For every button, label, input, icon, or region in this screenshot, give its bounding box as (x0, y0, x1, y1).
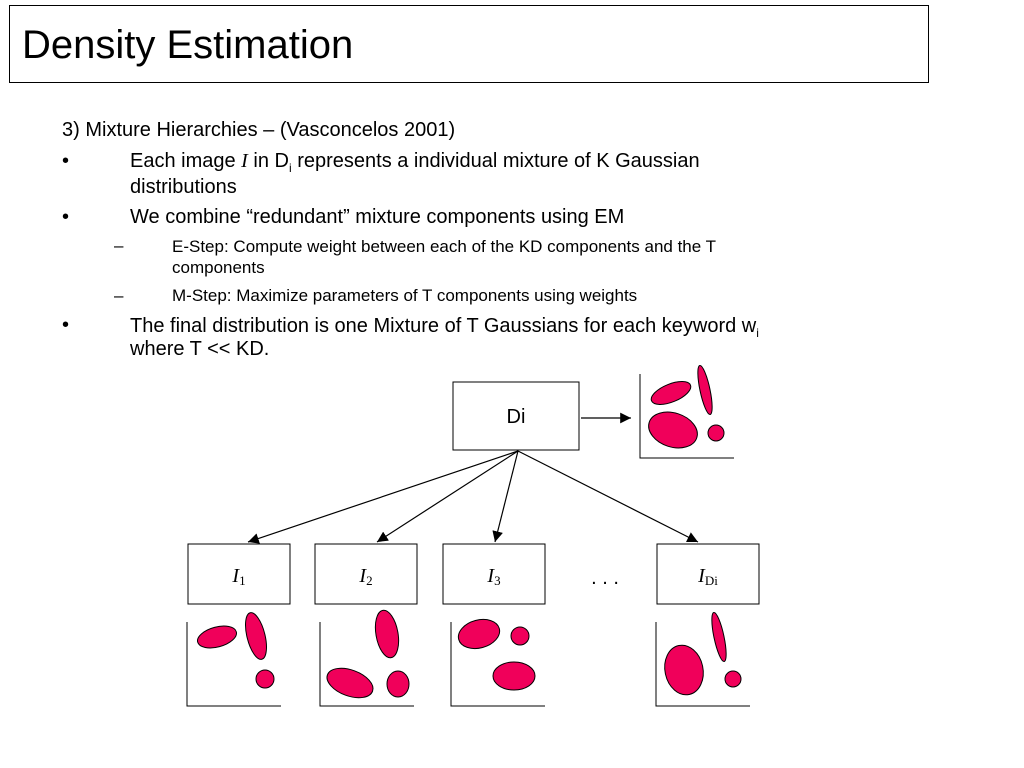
gaussian-blob (195, 622, 239, 652)
bullet-1-post: represents a individual mixture of K Gaussian (291, 150, 700, 172)
child-Di-mixture-plot (656, 612, 750, 706)
gaussian-blob (455, 615, 503, 653)
gaussian-blob (256, 670, 274, 688)
dash-marker: – (114, 236, 124, 255)
bullet-marker: • (62, 206, 70, 228)
child-3-mixture-plot (451, 615, 545, 706)
child-node-3-sub: 3 (494, 573, 501, 588)
child-node-1-sub: 1 (239, 573, 246, 588)
edge-to-child-1 (248, 451, 518, 542)
child-2-mixture-plot (320, 608, 414, 706)
child-node-2-var: I (359, 565, 367, 587)
dash-marker: – (114, 286, 124, 305)
gaussian-blob (493, 662, 535, 690)
edge-to-child-2 (377, 451, 518, 542)
ellipsis: . . . (591, 567, 619, 589)
bullet-3-text: The final distribution is one Mixture of T Gaussians for each keyword w (130, 315, 757, 337)
child-1-mixture-plot (187, 611, 281, 706)
bullet-3-sub: i (756, 326, 759, 340)
bullet-1-sub: i (288, 161, 292, 175)
gaussian-blob (648, 377, 694, 409)
slide-title: Density Estimation (22, 23, 354, 67)
gaussian-blob (372, 608, 402, 659)
gaussian-blob (725, 671, 741, 687)
child-node-Di-sub: Di (704, 573, 718, 588)
sub-bullet-1-line-1: E-Step: Compute weight between each of the KD components and the T (172, 237, 717, 256)
gaussian-blob (387, 671, 409, 697)
bullet-2: We combine “redundant” mixture components using EM (130, 206, 625, 228)
sub-bullet-1-line-2: components (172, 258, 265, 277)
sub-bullet-2: M-Step: Maximize parameters of T components using weights (172, 286, 638, 305)
root-node-label: Di (506, 406, 526, 428)
gaussian-blob (709, 612, 729, 663)
child-node-1-var: I (232, 565, 240, 587)
edge-to-child-Di (518, 451, 698, 542)
gaussian-blob (241, 611, 270, 662)
root-mixture-plot (640, 365, 734, 458)
bullet-marker: • (62, 314, 70, 336)
section-heading: 3) Mixture Hierarchies – (Vasconcelos 2001) (62, 119, 456, 141)
bullet-3-line-2: where T << KD. (130, 338, 270, 360)
child-node-3-var: I (487, 565, 495, 587)
child-node-2-sub: 2 (366, 573, 373, 588)
gaussian-blob (708, 425, 724, 441)
edge-to-child-3 (495, 451, 518, 542)
bullet-marker: • (62, 150, 70, 172)
child-node-Di-var: I (698, 565, 705, 587)
gaussian-blob (644, 406, 702, 454)
gaussian-blob (695, 365, 715, 416)
bullet-1-var: I (241, 150, 248, 172)
gaussian-blob (323, 663, 377, 704)
bullet-1-pre: Each image (130, 150, 242, 172)
gaussian-blob (660, 642, 708, 699)
gaussian-blob (511, 627, 529, 645)
bullet-1-line-2: distributions (130, 176, 237, 198)
bullet-1-mid: in D (247, 150, 289, 172)
